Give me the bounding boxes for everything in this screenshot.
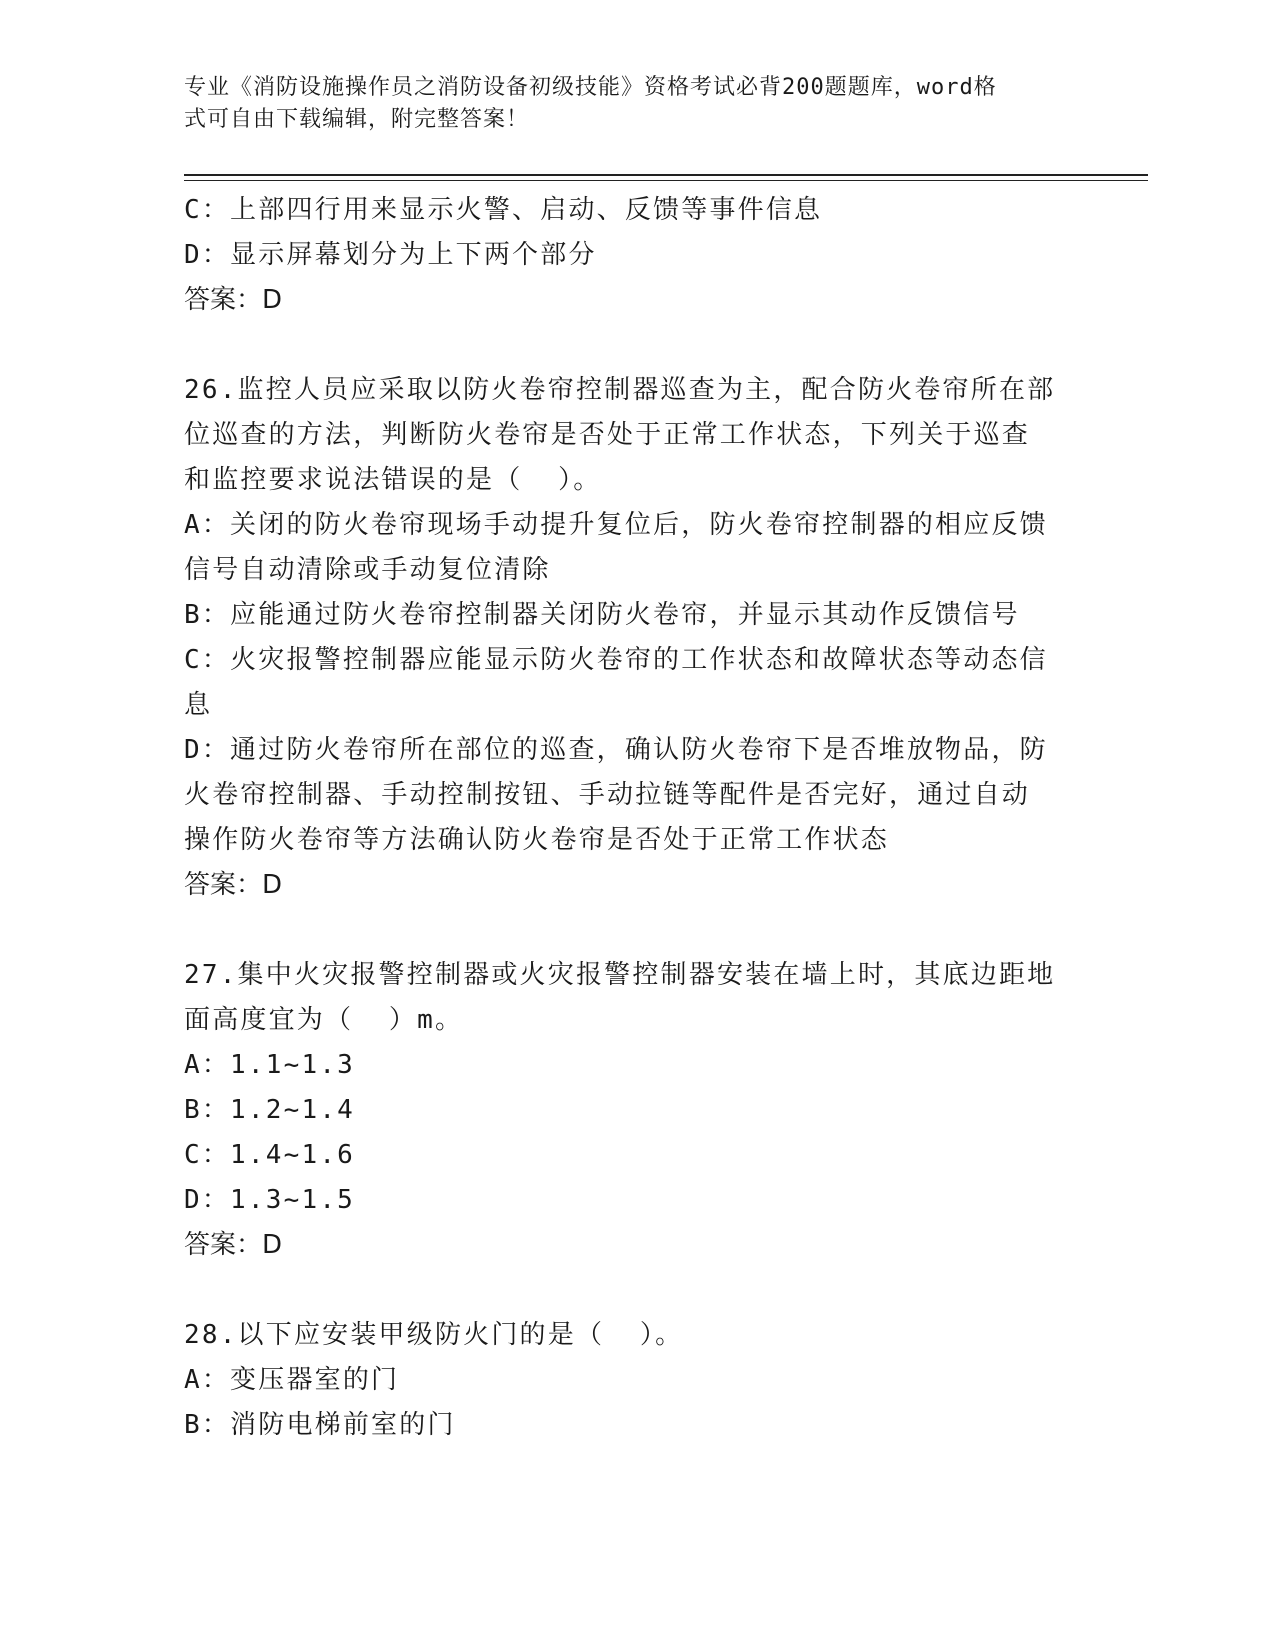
header-divider-thin — [184, 180, 1148, 181]
option-c: C：上部四行用来显示火警、启动、反馈等事件信息 — [184, 195, 823, 225]
header-divider-thick — [184, 174, 1148, 176]
option-a: A：变压器室的门 — [184, 1365, 400, 1395]
header-title-line-2: 式可自由下载编辑，附完整答案！ — [184, 107, 530, 132]
option-b: B：1.2~1.4 — [184, 1095, 356, 1125]
question-stem: 26.监控人员应采取以防火卷帘控制器巡查为主，配合防火卷帘所在部 — [184, 375, 1056, 405]
spacer — [184, 1268, 1074, 1313]
option-d: D：通过防火卷帘所在部位的巡查，确认防火卷帘下是否堆放物品，防 — [184, 735, 1048, 765]
spacer — [184, 908, 1074, 953]
question-list — [184, 188, 1074, 1448]
question-stem: 28.以下应安装甲级防火门的是（ ）。 — [184, 1320, 684, 1350]
option-c: 息 — [184, 690, 213, 720]
option-a: A：关闭的防火卷帘现场手动提升复位后，防火卷帘控制器的相应反馈 — [184, 510, 1048, 540]
option-d: D：1.3~1.5 — [184, 1185, 356, 1215]
option-a: 信号自动清除或手动复位清除 — [184, 555, 551, 585]
option-d: 操作防火卷帘等方法确认防火卷帘是否处于正常工作状态 — [184, 825, 890, 855]
question-stem: 和监控要求说法错误的是（ ）。 — [184, 465, 602, 495]
document-header — [184, 72, 1044, 136]
spacer — [184, 323, 1074, 368]
option-b: B：消防电梯前室的门 — [184, 1410, 456, 1440]
question-28 — [184, 1313, 1074, 1448]
answer: 答案：D — [184, 870, 283, 900]
question-stem: 27.集中火灾报警控制器或火灾报警控制器安装在墙上时，其底边距地 — [184, 960, 1056, 990]
option-d: 火卷帘控制器、手动控制按钮、手动拉链等配件是否完好，通过自动 — [184, 780, 1031, 810]
option-c: C：火灾报警控制器应能显示防火卷帘的工作状态和故障状态等动态信 — [184, 645, 1048, 675]
question-stem: 位巡查的方法，判断防火卷帘是否处于正常工作状态，下列关于巡查 — [184, 420, 1031, 450]
answer: 答案：D — [184, 285, 283, 315]
question-stem: 面高度宜为（ ）m。 — [184, 1005, 464, 1035]
answer: 答案：D — [184, 1230, 283, 1260]
option-b: B：应能通过防火卷帘控制器关闭防火卷帘，并显示其动作反馈信号 — [184, 600, 1020, 630]
question-26 — [184, 368, 1074, 908]
option-a: A：1.1~1.3 — [184, 1050, 356, 1080]
option-c: C：1.4~1.6 — [184, 1140, 356, 1170]
question-27 — [184, 953, 1074, 1268]
option-d: D：显示屏幕划分为上下两个部分 — [184, 240, 597, 270]
question-25 — [184, 188, 1074, 323]
header-title-line-1: 专业《消防设施操作员之消防设备初级技能》资格考试必背200题题库，word格 — [184, 75, 997, 100]
